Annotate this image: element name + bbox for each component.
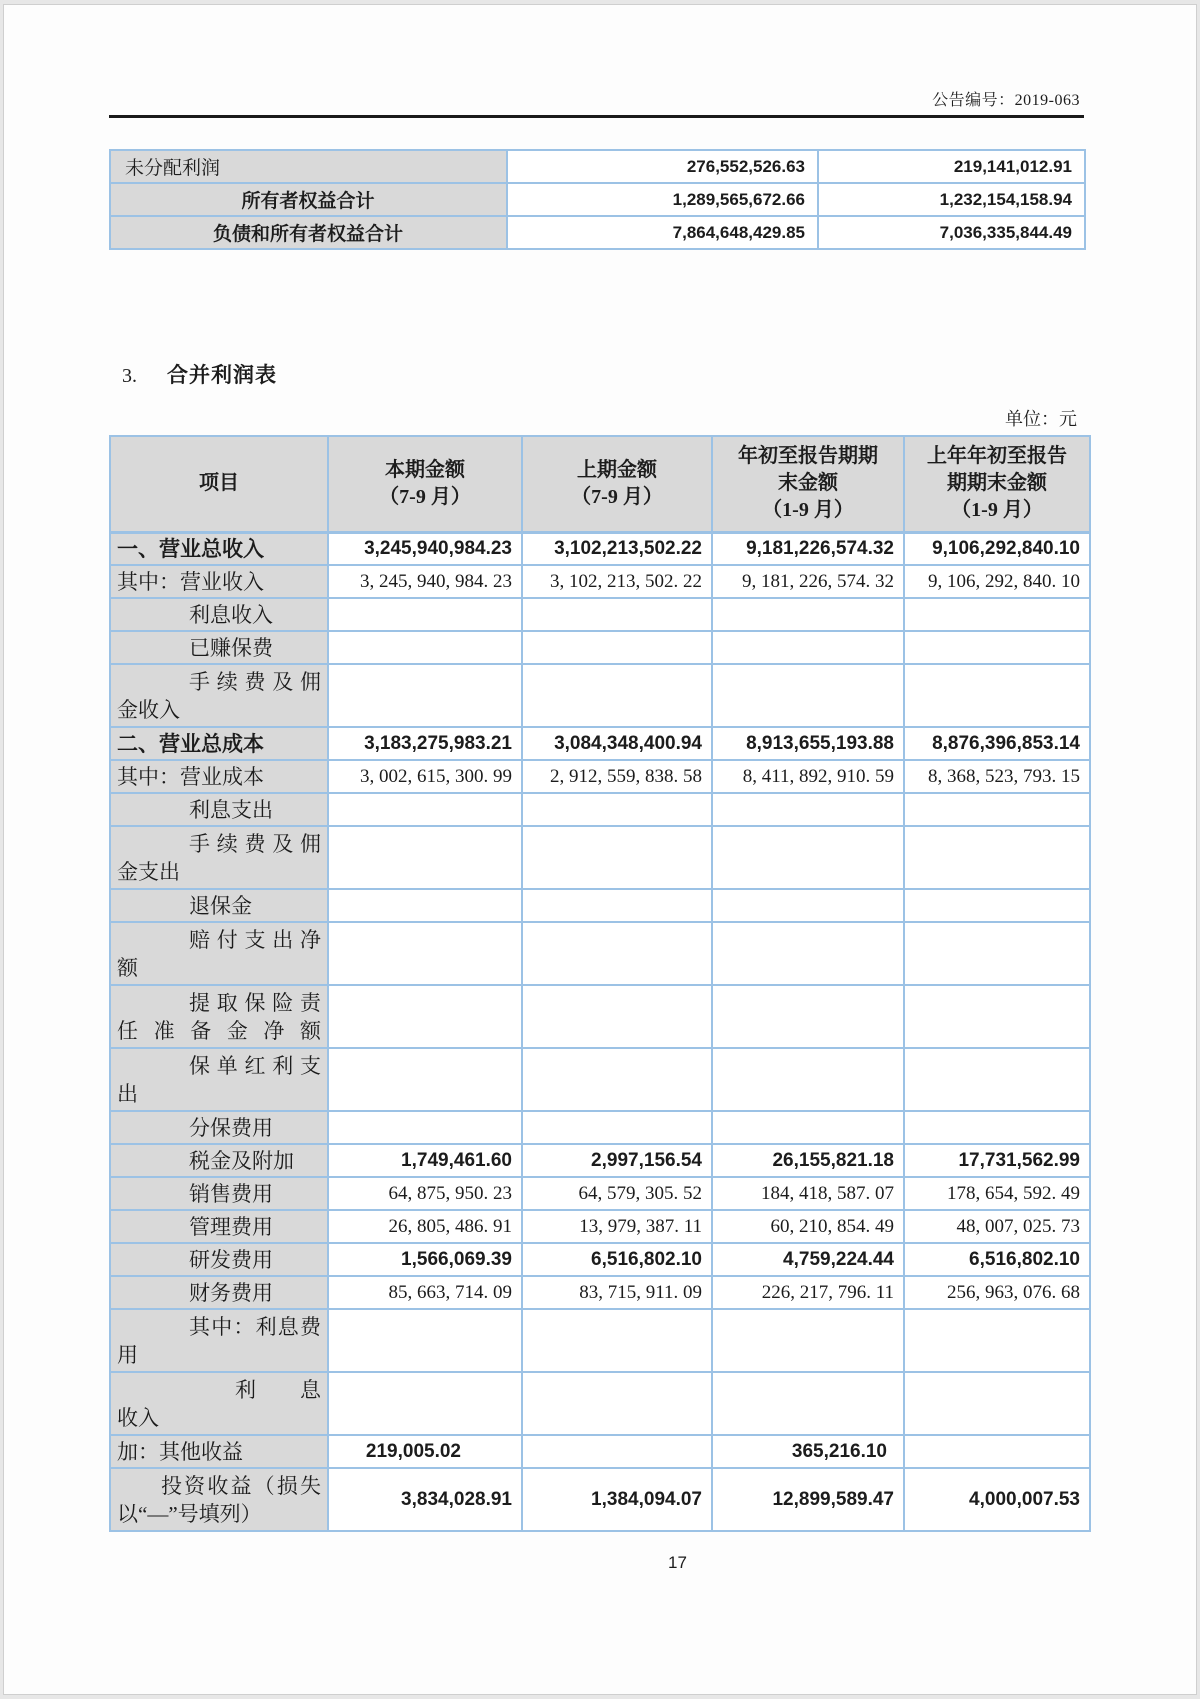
value-cell bbox=[712, 985, 904, 1048]
value-cell: 9, 106, 292, 840. 10 bbox=[904, 565, 1090, 598]
value-cell: 8,876,396,853.14 bbox=[904, 727, 1090, 760]
table-row bbox=[110, 664, 1090, 727]
equity-summary-table bbox=[109, 149, 1086, 250]
item-label-cell bbox=[110, 1276, 328, 1309]
table-row bbox=[110, 1372, 1090, 1435]
column-header bbox=[110, 436, 328, 532]
item-label-line: 退保金 bbox=[189, 893, 252, 918]
item-label-line: 手续费及佣 bbox=[189, 669, 321, 694]
table-row bbox=[110, 727, 1090, 760]
value-cell bbox=[328, 631, 522, 664]
item-label-line: 提取保险责 bbox=[189, 990, 321, 1015]
table-row bbox=[110, 216, 1085, 249]
column-header bbox=[522, 436, 712, 532]
value-cell: 178, 654, 592. 49 bbox=[904, 1177, 1090, 1210]
value-cell bbox=[328, 826, 522, 889]
value-cell: 3,245,940,984.23 bbox=[328, 532, 522, 565]
item-label-line: 财务费用 bbox=[189, 1280, 273, 1305]
value-cell bbox=[712, 793, 904, 826]
table-row bbox=[110, 1177, 1090, 1210]
income-table-body bbox=[110, 532, 1090, 1531]
value-cell: 17,731,562.99 bbox=[904, 1144, 1090, 1177]
item-label-line: 额 bbox=[117, 955, 138, 980]
column-header-line: 上年年初至报告 bbox=[927, 445, 1067, 468]
value-cell: 365,216.10 bbox=[712, 1435, 904, 1468]
column-header-line: 项目 bbox=[199, 472, 239, 495]
column-header bbox=[328, 436, 522, 532]
table-row bbox=[110, 1048, 1090, 1111]
item-label-line: 保单红利支 bbox=[189, 1053, 321, 1078]
item-label-cell bbox=[110, 922, 328, 985]
value-cell: 85, 663, 714. 09 bbox=[328, 1276, 522, 1309]
value-cell bbox=[712, 598, 904, 631]
value-cell: 219,141,012.91 bbox=[818, 150, 1085, 183]
table-row bbox=[110, 826, 1090, 889]
table-row bbox=[110, 1276, 1090, 1309]
value-cell: 4,759,224.44 bbox=[712, 1243, 904, 1276]
value-cell: 83, 715, 911. 09 bbox=[522, 1276, 712, 1309]
value-cell bbox=[522, 1309, 712, 1372]
item-label-cell bbox=[110, 565, 328, 598]
item-label-line: 研发费用 bbox=[189, 1247, 273, 1272]
value-cell: 3, 102, 213, 502. 22 bbox=[522, 565, 712, 598]
table-row bbox=[110, 598, 1090, 631]
value-cell bbox=[904, 1111, 1090, 1144]
value-cell bbox=[904, 631, 1090, 664]
value-cell bbox=[328, 922, 522, 985]
table-row bbox=[110, 1468, 1090, 1531]
value-cell: 8,913,655,193.88 bbox=[712, 727, 904, 760]
item-label-line: 已赚保费 bbox=[189, 635, 273, 660]
table-row bbox=[110, 889, 1090, 922]
page-number: 17 bbox=[668, 1553, 687, 1572]
item-label-cell bbox=[110, 1111, 328, 1144]
value-cell: 256, 963, 076. 68 bbox=[904, 1276, 1090, 1309]
column-header-line: 期期末金额 bbox=[947, 472, 1047, 495]
column-header bbox=[904, 436, 1090, 532]
value-cell bbox=[328, 793, 522, 826]
item-label-cell bbox=[110, 532, 328, 565]
table-row bbox=[110, 150, 1085, 183]
value-cell: 184, 418, 587. 07 bbox=[712, 1177, 904, 1210]
value-cell: 7,036,335,844.49 bbox=[818, 216, 1085, 249]
document-page bbox=[3, 4, 1197, 1695]
value-cell bbox=[522, 1048, 712, 1111]
value-cell: 48, 007, 025. 73 bbox=[904, 1210, 1090, 1243]
item-label-cell bbox=[110, 1144, 328, 1177]
value-cell: 26, 805, 486. 91 bbox=[328, 1210, 522, 1243]
table-row bbox=[110, 922, 1090, 985]
item-label-line: 税金及附加 bbox=[189, 1148, 294, 1173]
value-cell: 1,232,154,158.94 bbox=[818, 183, 1085, 216]
item-label-cell bbox=[110, 1177, 328, 1210]
value-cell: 226, 217, 796. 11 bbox=[712, 1276, 904, 1309]
value-cell: 1,749,461.60 bbox=[328, 1144, 522, 1177]
item-label-line: 分保费用 bbox=[189, 1115, 273, 1140]
column-header-line: 上期金额 bbox=[577, 458, 657, 481]
announcement-number: 公告编号：2019-063 bbox=[932, 92, 1080, 109]
item-label-line: 用 bbox=[117, 1342, 138, 1367]
table-row bbox=[110, 1144, 1090, 1177]
value-cell: 3,084,348,400.94 bbox=[522, 727, 712, 760]
value-cell bbox=[904, 1309, 1090, 1372]
table-row bbox=[110, 793, 1090, 826]
item-label-line: 一、营业总收入 bbox=[117, 536, 264, 561]
value-cell: 3, 002, 615, 300. 99 bbox=[328, 760, 522, 793]
value-cell bbox=[712, 826, 904, 889]
value-cell bbox=[712, 1048, 904, 1111]
item-label-cell bbox=[110, 760, 328, 793]
item-label-cell bbox=[110, 826, 328, 889]
item-label-line: 其中：利息费 bbox=[189, 1314, 321, 1339]
item-label-cell bbox=[110, 985, 328, 1048]
value-cell bbox=[712, 631, 904, 664]
value-cell bbox=[522, 826, 712, 889]
item-label-cell bbox=[110, 1048, 328, 1111]
item-label-line: 其中：营业收入 bbox=[117, 569, 264, 594]
section-title: 合并利润表 bbox=[167, 363, 277, 387]
value-cell bbox=[904, 1435, 1090, 1468]
item-label-cell bbox=[110, 631, 328, 664]
item-label-line: 金支出 bbox=[117, 859, 180, 884]
value-cell bbox=[522, 1435, 712, 1468]
item-label-cell: 负债和所有者权益合计 bbox=[110, 216, 507, 249]
item-label-line: 销售费用 bbox=[189, 1181, 273, 1206]
value-cell bbox=[522, 1372, 712, 1435]
column-header-line: （7-9 月） bbox=[571, 485, 663, 508]
value-cell bbox=[328, 1048, 522, 1111]
value-cell: 9,181,226,574.32 bbox=[712, 532, 904, 565]
column-header-line: （7-9 月） bbox=[379, 485, 471, 508]
value-cell: 9,106,292,840.10 bbox=[904, 532, 1090, 565]
item-label-line: 管理费用 bbox=[189, 1214, 273, 1239]
section-number: 3. bbox=[122, 365, 137, 387]
value-cell bbox=[328, 1309, 522, 1372]
value-cell bbox=[712, 1372, 904, 1435]
column-header bbox=[712, 436, 904, 532]
value-cell bbox=[904, 1372, 1090, 1435]
value-cell: 8, 411, 892, 910. 59 bbox=[712, 760, 904, 793]
value-cell: 6,516,802.10 bbox=[522, 1243, 712, 1276]
value-cell bbox=[328, 1111, 522, 1144]
table-row bbox=[110, 985, 1090, 1048]
item-label-cell bbox=[110, 1309, 328, 1372]
value-cell: 3,102,213,502.22 bbox=[522, 532, 712, 565]
item-label-cell bbox=[110, 1468, 328, 1531]
item-label-cell bbox=[110, 1372, 328, 1435]
table-row bbox=[110, 1243, 1090, 1276]
value-cell: 2, 912, 559, 838. 58 bbox=[522, 760, 712, 793]
column-header-line: 末金额 bbox=[778, 472, 838, 495]
value-cell: 13, 979, 387. 11 bbox=[522, 1210, 712, 1243]
value-cell: 3, 245, 940, 984. 23 bbox=[328, 565, 522, 598]
table-row bbox=[110, 183, 1085, 216]
item-label-cell bbox=[110, 1210, 328, 1243]
value-cell: 1,289,565,672.66 bbox=[507, 183, 818, 216]
value-cell: 60, 210, 854. 49 bbox=[712, 1210, 904, 1243]
item-label-line: 利息 bbox=[235, 1377, 321, 1402]
value-cell bbox=[904, 793, 1090, 826]
item-label-cell bbox=[110, 598, 328, 631]
table-row bbox=[110, 1111, 1090, 1144]
table-row bbox=[110, 532, 1090, 565]
value-cell bbox=[522, 793, 712, 826]
value-cell: 3,183,275,983.21 bbox=[328, 727, 522, 760]
value-cell bbox=[522, 631, 712, 664]
item-label-line: 赔付支出净 bbox=[189, 927, 321, 952]
value-cell bbox=[712, 1309, 904, 1372]
value-cell: 3,834,028.91 bbox=[328, 1468, 522, 1531]
value-cell bbox=[522, 1111, 712, 1144]
value-cell: 6,516,802.10 bbox=[904, 1243, 1090, 1276]
value-cell: 12,899,589.47 bbox=[712, 1468, 904, 1531]
value-cell bbox=[712, 889, 904, 922]
value-cell bbox=[904, 922, 1090, 985]
item-label-cell bbox=[110, 727, 328, 760]
value-cell: 9, 181, 226, 574. 32 bbox=[712, 565, 904, 598]
table-row bbox=[110, 1210, 1090, 1243]
item-label-cell bbox=[110, 1435, 328, 1468]
item-label-line: 以“—”号填列） bbox=[117, 1501, 262, 1526]
value-cell: 1,384,094.07 bbox=[522, 1468, 712, 1531]
item-label-line: 投资收益（损失 bbox=[161, 1473, 321, 1498]
value-cell bbox=[522, 598, 712, 631]
column-header-line: 年初至报告期期 bbox=[738, 445, 878, 468]
value-cell: 7,864,648,429.85 bbox=[507, 216, 818, 249]
value-cell bbox=[904, 889, 1090, 922]
item-label-line: 利息支出 bbox=[189, 797, 273, 822]
value-cell bbox=[712, 922, 904, 985]
value-cell bbox=[904, 664, 1090, 727]
column-header-line: （1-9 月） bbox=[762, 499, 854, 522]
item-label-line: 出 bbox=[117, 1081, 138, 1106]
value-cell bbox=[522, 985, 712, 1048]
value-cell: 219,005.02 bbox=[328, 1435, 522, 1468]
value-cell bbox=[904, 826, 1090, 889]
item-label-line: 利息收入 bbox=[189, 602, 273, 627]
equity-table-body bbox=[110, 150, 1085, 249]
item-label-line: 其中：营业成本 bbox=[117, 764, 264, 789]
value-cell: 1,566,069.39 bbox=[328, 1243, 522, 1276]
item-label-cell: 所有者权益合计 bbox=[110, 183, 507, 216]
table-row bbox=[110, 1309, 1090, 1372]
value-cell bbox=[712, 664, 904, 727]
value-cell bbox=[328, 598, 522, 631]
item-label-line: 手续费及佣 bbox=[189, 831, 321, 856]
value-cell bbox=[328, 664, 522, 727]
value-cell: 64, 579, 305. 52 bbox=[522, 1177, 712, 1210]
table-row bbox=[110, 565, 1090, 598]
value-cell bbox=[712, 1111, 904, 1144]
item-label-line: 加：其他收益 bbox=[117, 1439, 243, 1464]
unit-label: 单位：元 bbox=[1005, 409, 1077, 429]
table-row bbox=[110, 1435, 1090, 1468]
value-cell: 8, 368, 523, 793. 15 bbox=[904, 760, 1090, 793]
item-label-cell: 未分配利润 bbox=[110, 150, 507, 183]
value-cell bbox=[904, 1048, 1090, 1111]
item-label-cell bbox=[110, 793, 328, 826]
value-cell bbox=[522, 664, 712, 727]
header-rule bbox=[109, 115, 1084, 118]
item-label-line: 金收入 bbox=[117, 697, 180, 722]
value-cell: 4,000,007.53 bbox=[904, 1468, 1090, 1531]
value-cell: 276,552,526.63 bbox=[507, 150, 818, 183]
value-cell bbox=[522, 922, 712, 985]
item-label-line: 收入 bbox=[117, 1405, 159, 1430]
table-row bbox=[110, 631, 1090, 664]
value-cell: 64, 875, 950. 23 bbox=[328, 1177, 522, 1210]
income-statement-table bbox=[109, 435, 1091, 1532]
value-cell: 2,997,156.54 bbox=[522, 1144, 712, 1177]
item-label-line: 二、营业总成本 bbox=[117, 731, 264, 756]
value-cell bbox=[328, 889, 522, 922]
value-cell bbox=[904, 985, 1090, 1048]
column-header-line: 本期金额 bbox=[385, 458, 465, 481]
value-cell bbox=[522, 889, 712, 922]
item-label-cell bbox=[110, 1243, 328, 1276]
section-heading bbox=[122, 359, 277, 389]
item-label-cell bbox=[110, 889, 328, 922]
value-cell bbox=[328, 985, 522, 1048]
item-label-cell bbox=[110, 664, 328, 727]
value-cell bbox=[904, 598, 1090, 631]
item-label-line: 任准备金净额 bbox=[117, 1018, 321, 1043]
header-row bbox=[110, 436, 1090, 532]
column-header-line: （1-9 月） bbox=[951, 499, 1043, 522]
table-row bbox=[110, 760, 1090, 793]
value-cell bbox=[328, 1372, 522, 1435]
value-cell: 26,155,821.18 bbox=[712, 1144, 904, 1177]
